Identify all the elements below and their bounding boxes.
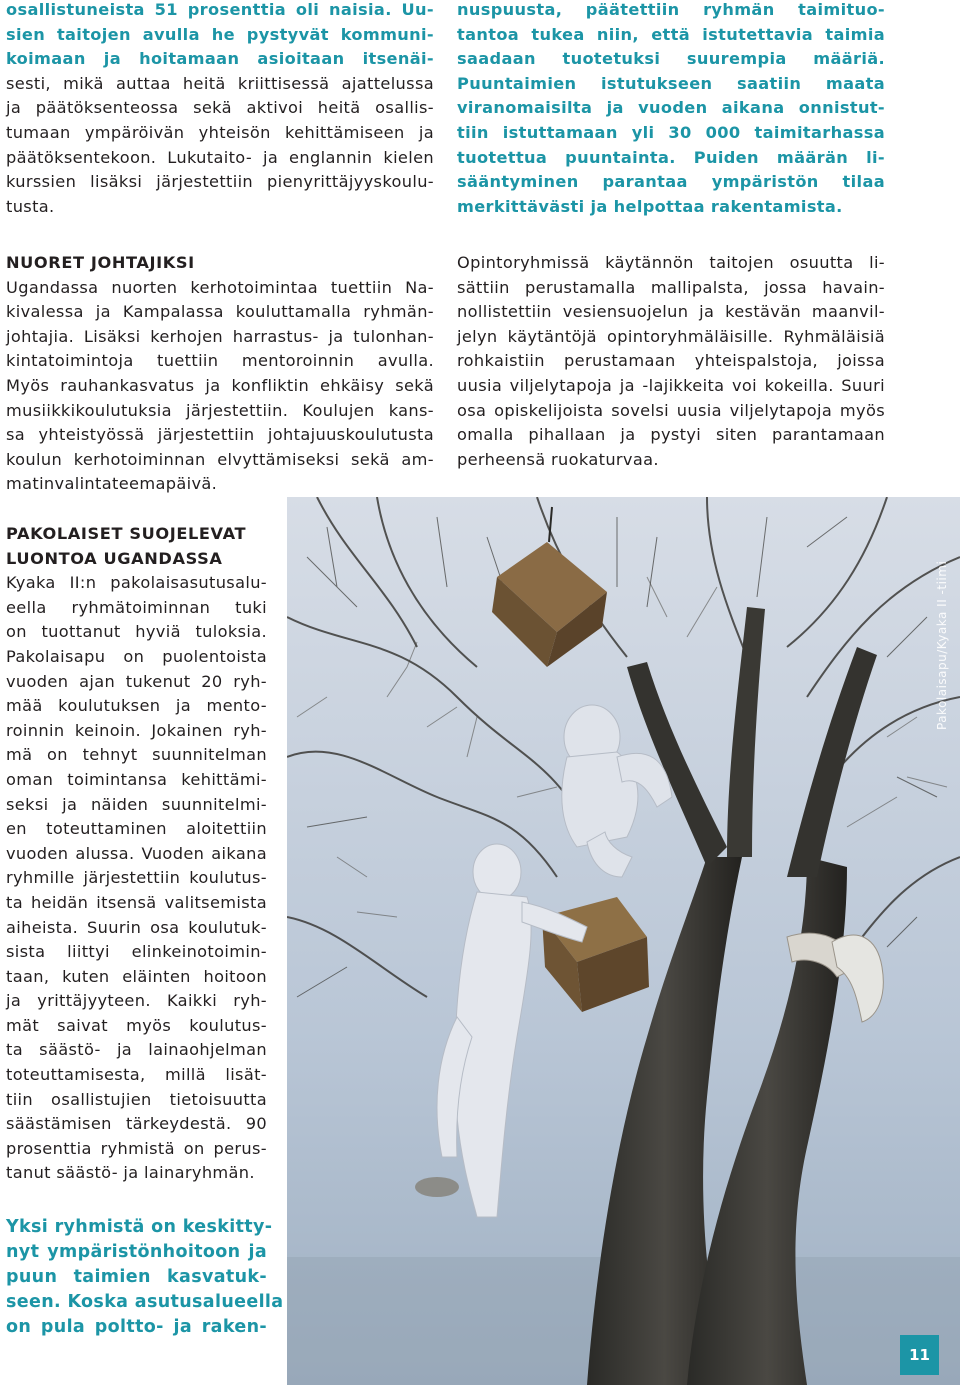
text-line: musiikkikoulutuksia järjestettiin. Koulujen kans- bbox=[6, 400, 434, 420]
text-line: Puuntaimien istutukseen saatiin maata bbox=[457, 73, 885, 93]
text-line: nuspuusta, päätettiin ryhmän taimituo- bbox=[457, 0, 885, 19]
text-line: merkittävästi ja helpottaa rakentamista. bbox=[457, 196, 843, 216]
text-line: säästämisen tärkeydestä. 90 bbox=[6, 1114, 267, 1134]
text-line: osallistuneista 51 prosenttia oli naisia. Uu- bbox=[6, 0, 434, 19]
text-line: tuotettua puuntainta. Puiden määrän li- bbox=[457, 147, 885, 167]
photo-illustration bbox=[287, 497, 960, 1385]
text-line: tiin osallistujien tietoisuutta bbox=[6, 1089, 267, 1109]
text-line: ta säästö- ja lainaohjelman bbox=[6, 1040, 267, 1060]
text-line: Ugandassa nuorten kerhotoimintaa tuettiin Na- bbox=[6, 277, 434, 297]
section-pakolaiset bbox=[6, 522, 267, 1186]
text-line: päätöksentekoon. Lukutaito- ja englannin kielen bbox=[6, 147, 434, 167]
col2-body bbox=[457, 251, 885, 472]
highlight-top-right bbox=[457, 0, 885, 219]
text-line: tanut säästö- ja lainaryhmän. bbox=[6, 1163, 255, 1183]
text-line: vuoden ajan tukenut 20 ryh- bbox=[6, 671, 267, 691]
text-line: Myös rauhankasvatus ja konfliktin ehkäisy sekä bbox=[6, 375, 434, 395]
text-line: tusta. bbox=[6, 196, 55, 216]
text-line: uusia viljelytapoja ja -lajikkeita voi kokeilla. Suuri bbox=[457, 375, 885, 395]
text-line: kintatoimintoja tuettiin mentoroinnin avulla. bbox=[6, 351, 434, 371]
text-line: roinnin keinoin. Jokainen ryh- bbox=[6, 720, 267, 740]
text-line: sättiin perustamalla mallipalsta, jossa havain- bbox=[457, 277, 885, 297]
text-line: aiheista. Suurin osa koulutuk- bbox=[6, 917, 267, 937]
text-line: eella ryhmätoiminnan tuki bbox=[6, 597, 267, 617]
text-line: mä on tehnyt suunnitelman bbox=[6, 745, 267, 765]
text-line: rohkaistiin perustamaan yhteispalstoja, joissa bbox=[457, 351, 885, 371]
section-nuoret-johtajiksi bbox=[6, 251, 434, 497]
text-line: Yksi ryhmistä on keskitty- bbox=[6, 1217, 273, 1237]
text-line: seen. Koska asutusalueella bbox=[6, 1292, 284, 1312]
page-number: 11 bbox=[900, 1335, 939, 1375]
beekeepers-tree-photo bbox=[287, 497, 960, 1385]
text-line: saadaan tuotetuksi suurempia määriä. bbox=[457, 49, 885, 69]
section-heading: NUORET JOHTAJIKSI bbox=[6, 253, 195, 272]
text-line: ja yrittäjyyteen. Kaikki ryh- bbox=[6, 991, 267, 1011]
text-line: omalla pihallaan ja pystyi siten parantamaan bbox=[457, 425, 885, 445]
text-line: sien taitojen avulla he pystyvät kommuni- bbox=[6, 24, 434, 44]
text-line: toteuttamisesta, millä lisät- bbox=[6, 1065, 267, 1085]
text-line: Kyaka II:n pakolaisasutusalu- bbox=[6, 573, 267, 593]
text-line: Opintoryhmissä käytännön taitojen osuutta li- bbox=[457, 253, 885, 272]
text-line: sa yhteistyössä järjestettiin johtajuuskoulutusta bbox=[6, 425, 434, 445]
text-line: en toteuttaminen aloitettiin bbox=[6, 819, 267, 839]
section-heading: PAKOLAISET SUOJELEVAT bbox=[6, 524, 247, 543]
section-heading: LUONTOA UGANDASSA bbox=[6, 548, 223, 568]
text-line: osa opiskelijoista sovelsi uusia viljelytapoja myös bbox=[457, 400, 885, 420]
text-line: jelyn käytäntöjä opintoryhmäläisille. Ryhmäläisiä bbox=[457, 326, 885, 346]
text-line: koulun kerhotoiminnan elvyttämiseksi sekä am- bbox=[6, 449, 434, 469]
text-line: sista liittyi elinkeinotoimin- bbox=[6, 942, 267, 962]
text-line: oman toimintansa kehittämi- bbox=[6, 769, 267, 789]
text-line: johtajia. Lisäksi kerhojen harrastus- ja tulonhan- bbox=[6, 326, 434, 346]
text-line: ja päätöksenteossa sekä aktivoi heitä osallis- bbox=[6, 98, 434, 118]
text-line: tiin istuttamaan yli 30 000 taimitarhassa bbox=[457, 122, 885, 142]
text-line: sesti, mikä auttaa heitä kriittisessä ajattelussa bbox=[6, 73, 434, 93]
text-line: ryhmille järjestettiin koulutus- bbox=[6, 868, 267, 888]
text-line: mät saivat myös koulutus- bbox=[6, 1015, 267, 1035]
text-line: sääntyminen parantaa ympäristön tilaa bbox=[457, 172, 885, 192]
text-line: nollistettiin vesiensuojelun ja kestävän maanvil- bbox=[457, 302, 885, 322]
text-line: mää koulutuksen ja mento- bbox=[6, 696, 267, 716]
text-line: koimaan ja hoitamaan asioitaan itsenäi- bbox=[6, 49, 434, 69]
text-line: matinvalintateemapäivä. bbox=[6, 474, 218, 494]
text-line: seksi ja näiden suunnitelmi- bbox=[6, 794, 267, 814]
intro-paragraph bbox=[6, 0, 434, 219]
photo-credit: Pakolaisapu/Kyaka II -tiimi bbox=[935, 560, 949, 730]
text-line: on pula poltto- ja raken- bbox=[6, 1317, 267, 1337]
text-line: tantoa tukea niin, että istutettavia taimia bbox=[457, 24, 885, 44]
text-line: ta heidän itsensä valitsemista bbox=[6, 892, 267, 912]
text-line: perheensä ruokaturvaa. bbox=[457, 449, 659, 469]
highlight-bottom bbox=[6, 1215, 284, 1340]
text-line: kurssien lisäksi järjestettiin pienyrittäjyyskoulu- bbox=[6, 172, 434, 192]
text-line: Pakolaisapu on puolentoista bbox=[6, 646, 267, 666]
text-line: tumaan ympäröivän yhteisön kehittämiseen ja bbox=[6, 122, 434, 142]
text-line: kivalessa ja Kampalassa kouluttamalla ryhmän- bbox=[6, 302, 434, 322]
text-line: nyt ympäristönhoitoon ja bbox=[6, 1242, 267, 1262]
text-line: vuoden alussa. Vuoden aikana bbox=[6, 843, 267, 863]
text-line: prosenttia ryhmistä on perus- bbox=[6, 1138, 267, 1158]
text-line: on tuottanut hyviä tuloksia. bbox=[6, 622, 267, 642]
text-line: viranomaisilta ja vuoden aikana onnistut- bbox=[457, 98, 885, 118]
text-line: taan, kuten eläinten hoitoon bbox=[6, 966, 267, 986]
text-line: puun taimien kasvatuk- bbox=[6, 1267, 267, 1287]
